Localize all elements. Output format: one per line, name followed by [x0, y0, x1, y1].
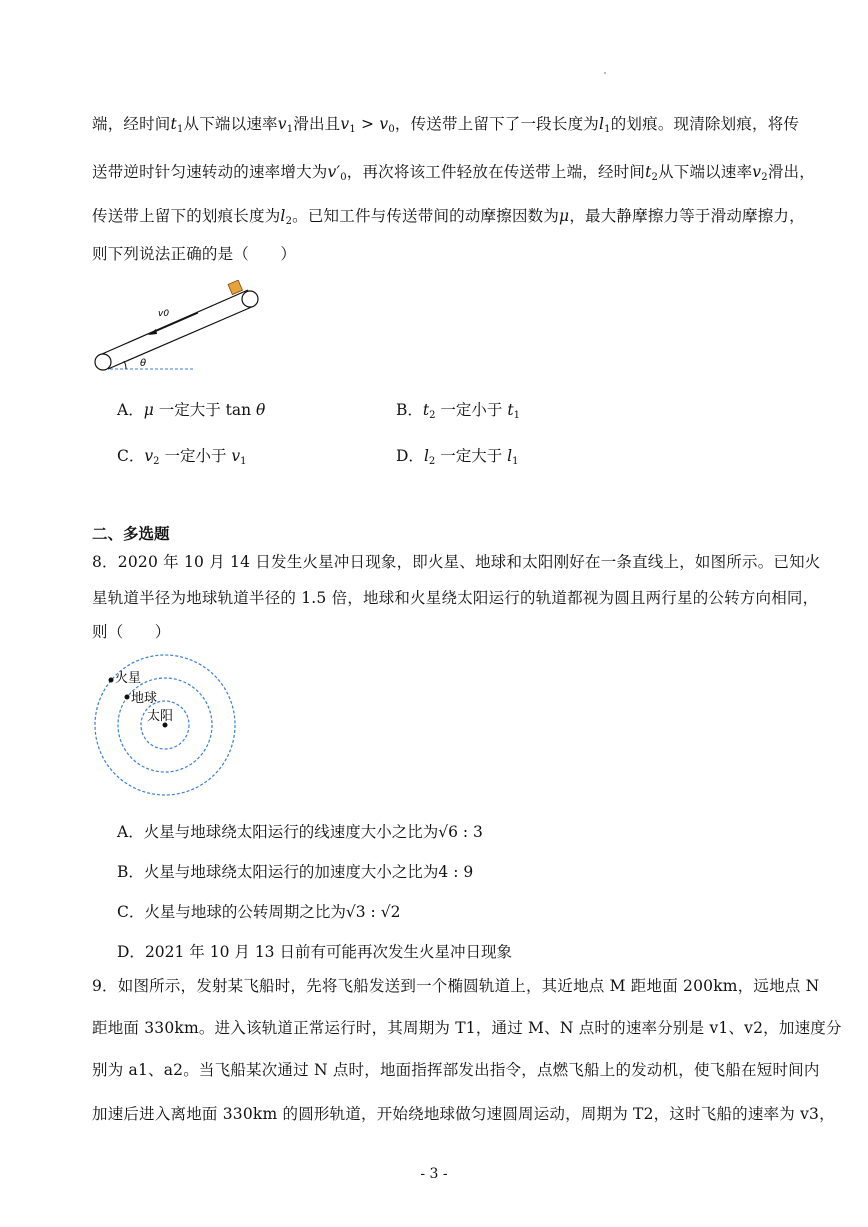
q7-option-b[interactable]: B．$t_2$ 一定小于 $t_1$	[396, 401, 520, 421]
scan-speck	[604, 72, 606, 74]
q8-option-d[interactable]: D．2021 年 10 月 13 日前有可能再次发生火星冲日现象	[117, 943, 512, 961]
q9-line-1: 9．如图所示，发射某飞船时，先将飞船发送到一个椭圆轨道上，其近地点 M 距地面 200km，远地点 N	[92, 977, 820, 995]
q7-line-1: 端，经时间$t_1$从下端以速率$v_1$滑出且$v_1 > v_0$，传送带上留下了一段长度为$l_1$的划痕。现清除划痕，将传	[92, 115, 800, 135]
q8-line-1: 8．2020 年 10 月 14 日发生火星冲日现象，即火星、地球和太阳刚好在一条直线上，如图所示。已知火	[92, 553, 821, 571]
lower-pulley	[95, 354, 111, 370]
orbit-figure	[92, 652, 242, 802]
q8-option-b[interactable]: B．火星与地球绕太阳运行的加速度大小之比为4 : 9	[117, 863, 474, 881]
conveyor-figure	[90, 280, 260, 375]
q7-option-c[interactable]: C．$v_2$ 一定小于 $v_1$	[117, 447, 247, 467]
angle-label: θ	[140, 358, 147, 369]
earth-dot	[125, 695, 130, 700]
mars-label: 火星	[115, 671, 142, 686]
q8-option-a[interactable]: A．火星与地球绕太阳运行的线速度大小之比为√6 : 3	[117, 823, 483, 841]
earth-label: 地球	[131, 691, 158, 706]
mars-dot	[109, 678, 114, 683]
q9-line-3: 别为 a1、a2。当飞船某次通过 N 点时，地面指挥部发出指令，点燃飞船上的发动机，使飞船在短时间内	[92, 1061, 820, 1079]
velocity-label: v0	[158, 309, 170, 319]
angle-arc	[124, 361, 126, 369]
page-number: - 3 -	[420, 1166, 448, 1182]
q9-line-2: 距地面 330km。进入该轨道正常运行时，其周期为 T1，通过 M、N 点时的速率分别是 v1、v2，加速度分	[92, 1019, 842, 1037]
q7-line-4: 则下列说法正确的是（ ）	[92, 245, 297, 263]
section-heading: 二、多选题	[92, 525, 170, 543]
velocity-arrowhead	[148, 329, 157, 335]
q7-option-d[interactable]: D．$l_2$ 一定大于 $l_1$	[396, 447, 519, 467]
belt-bottom-edge	[108, 306, 254, 369]
q7-line-2: 送带逆时针匀速转动的速率增大为$v'_0$，再次将该工件轻放在传送带上端，经时间$t_2$从下端以速率$v_2$滑出，	[92, 163, 815, 183]
q8-line-2: 星轨道半径为地球轨道半径的 1.5 倍，地球和火星绕太阳运行的轨道都视为圆且两行星的公转方向相同，	[92, 589, 819, 607]
q9-line-4: 加速后进入离地面 330km 的圆形轨道，开始绕地球做匀速圆周运动，周期为 T2，这时飞船的速率为 v3，	[92, 1105, 835, 1123]
upper-pulley	[242, 291, 258, 307]
q8-option-c[interactable]: C．火星与地球的公转周期之比为√3 : √2	[117, 903, 401, 921]
q7-line-3: 传送带上留下的划痕长度为$l_2$。已知工件与传送带间的动摩擦因数为μ，最大静摩擦力等于滑动摩擦力，	[92, 207, 805, 227]
sun-label: 太阳	[147, 709, 174, 724]
workpiece-block	[228, 280, 242, 294]
belt-top-edge	[102, 290, 248, 354]
q8-line-3: 则（ ）	[92, 623, 171, 641]
q7-option-a[interactable]: A．μ 一定大于 tan θ	[117, 401, 266, 419]
